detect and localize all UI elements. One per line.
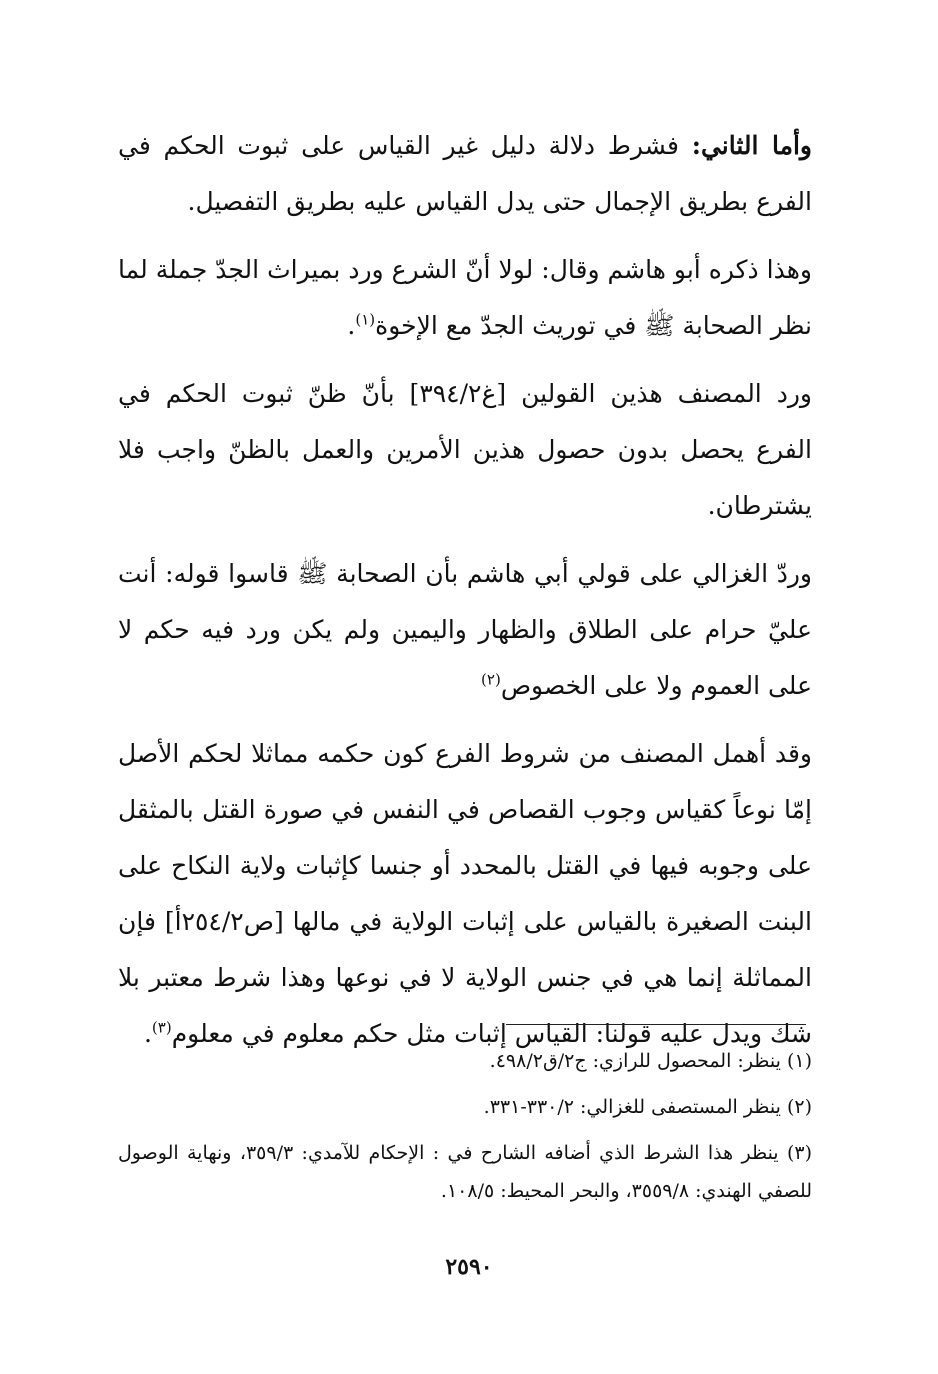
paragraph-1 [118, 118, 812, 230]
footnote-2: (٢) ينظر المستصفى للغزالي: ٣٣٠/٢-٣٣١. [483, 1096, 812, 1118]
paragraph-5-tail: . [143, 1019, 152, 1048]
paragraph-1-lead: وأما الثاني: [691, 131, 812, 160]
footnote-separator [506, 1024, 806, 1025]
footnote-ref-2: (٢) [481, 670, 501, 689]
footnote-ref-3: (٣) [151, 1018, 172, 1037]
paragraph-1-text: فشرط دلالة دليل غير القياس على ثبوت الحكم في الفرع بطريق الإجمال حتى يدل القياس عليه بطريق التفصيل. [118, 131, 812, 216]
footnotes [118, 1042, 812, 1218]
paragraph-2-text: وهذا ذكره أبو هاشم وقال: لولا أنّ الشرع ورد بميراث الجدّ جملة لما نظر الصحابة ﷺ في توريث الجدّ مع الإخوة [118, 255, 812, 340]
paragraph-3-text: ورد المصنف هذين القولين [غ٣٩٤/٢] بأنّ ظنّ ثبوت الحكم في الفرع يحصل بدون حصول هذين الأمرين والعمل بالظنّ واجب فلا يشترطان. [118, 379, 813, 520]
paragraph-5-text: وقد أهمل المصنف من شروط الفرع كون حكمه مماثلا لحكم الأصل إمّا نوعاً كقياس وجوب القصاص في النفس في صورة القتل بالمثقل على وجوبه فيها في القتل بالمحدد أو جنسا كإثبات ولاية النكاح على البنت الصغيرة بالقياس على إثبات الولاية في مالها [ص٢٥٤/٢أ] فإن المماثلة إنما هي في جنس الولاية لا في نوعها وهذا شرط معتبر بلا شك ويدل عليه قولنا: القياس إثبات مثل حكم معلوم في معلوم [118, 739, 812, 1048]
paragraph-3 [118, 366, 812, 534]
main-text [118, 118, 812, 1074]
footnote-1: (١) ينظر: المحصول للرازي: ج٢/ق٤٩٨/٢. [489, 1050, 812, 1072]
paragraph-2-tail: . [347, 311, 356, 340]
page-number: ٢٥٩٠ [445, 1254, 493, 1280]
paragraph-4 [118, 546, 812, 714]
paragraph-5 [118, 726, 812, 1062]
footnote-ref-1: (١) [355, 310, 376, 329]
footnote-3: (٣) ينظر هذا الشرط الذي أضافه الشارح في : الإحكام للآمدي: ٣٥٩/٣، ونهاية الوصول للصفي الهندي: ٣٥٥٩/٨، والبحر المحيط: ١٠٨/٥. [118, 1142, 812, 1202]
paragraph-4-text: وردّ الغزالي على قولي أبي هاشم بأن الصحابة ﷺ قاسوا قوله: أنت عليّ حرام على الطلاق والظهار واليمين ولم يكن ورد فيه حكم لا على العموم ولا على الخصوص [118, 559, 812, 700]
paragraph-2 [118, 242, 812, 354]
